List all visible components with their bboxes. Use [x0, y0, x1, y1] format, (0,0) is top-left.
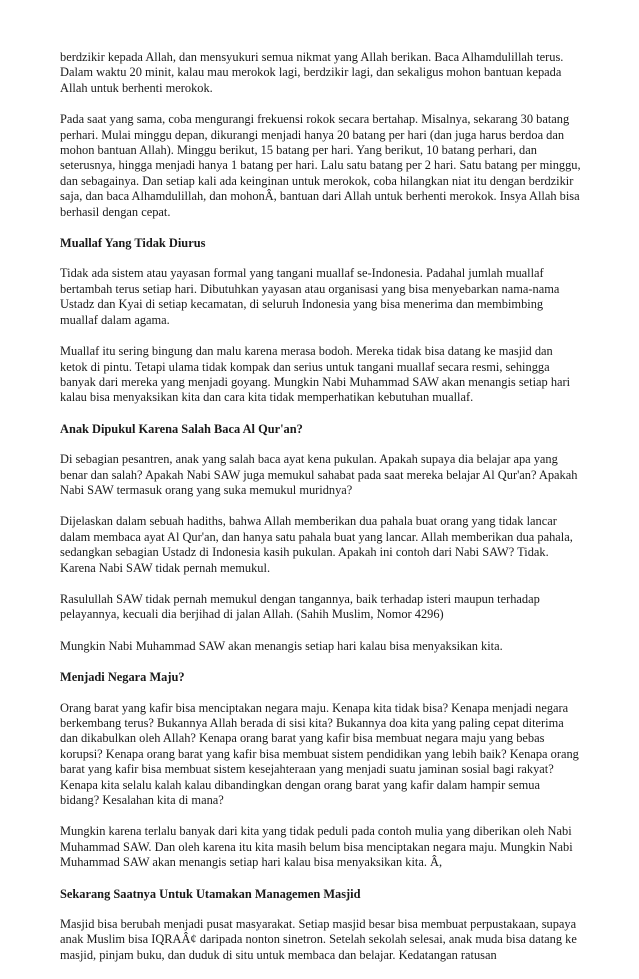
paragraph: Dijelaskan dalam sebuah hadiths, bahwa Allah memberikan dua pahala buat orang yang tidak lancar dalam membaca ayat Al Qur'an, dan hanya satu pahala buat yang lancar. Allah memberikan dua pahala, sedangkan sebagian Ustadz di Indonesia kasih pukulan. Apakah ini contoh dari Nabi SAW? Tidak. Karena Nabi SAW tidak pernah memukul.	[60, 514, 573, 575]
section-heading: Anak Dipukul Karena Salah Baca Al Qur'an?	[60, 421, 303, 436]
section-heading: Sekarang Saatnya Untuk Utamakan Managemen Masjid	[60, 886, 361, 901]
paragraph: Tidak ada sistem atau yayasan formal yang tangani muallaf se-Indonesia. Padahal jumlah muallaf bertambah terus setiap hari. Dibutuhkan yayasan atau organisasi yang bisa menyebarkan nama-nama Ustadz dan Kyai di setiap kecamatan, di seluruh Indonesia yang bisa menerima dan membimbing muallaf dalam agama.	[60, 266, 560, 327]
paragraph: Orang barat yang kafir bisa menciptakan negara maju. Kenapa kita tidak bisa? Kenapa menjadi negara berkembang terus? Bukannya Allah berada di sisi kita? Bukannya doa kita yang paling cepat diterima dan dikabulkan oleh Allah? Kenapa orang barat yang kafir bisa membuat negara maju yang bebas korupsi? Kenapa orang barat yang kafir bisa membuat sistem pendidikan yang lebih baik? Kenapa orang barat yang kafir bisa membuat sistem kesejahteraan yang menjadi suatu jaminan sosial bagi rakyat? Kenapa kita selalu kalah kalau dibandingkan dengan orang barat yang kafir dalam hampir semua bidang? Kesalahan kita di mana?	[60, 700, 579, 808]
section-heading: Menjadi Negara Maju?	[60, 670, 185, 685]
document-page	[60, 50, 582, 979]
section-heading: Muallaf Yang Tidak Diurus	[60, 236, 206, 251]
paragraph: Di sebagian pesantren, anak yang salah baca ayat kena pukulan. Apakah supaya dia belajar apa yang benar dan salah? Apakah Nabi SAW juga memukul sahabat pada saat mereka belajar Al Qur'an? Apakah Nabi SAW termasuk orang yang suka memukul muridnya?	[60, 452, 578, 497]
paragraph: Rasulullah SAW tidak pernah memukul dengan tangannya, baik terhadap isteri maupun terhadap pelayannya, kecuali dia berjihad di jalan Allah. (Sahih Muslim, Nomor 4296)	[60, 591, 540, 622]
paragraph: Mungkin karena terlalu banyak dari kita yang tidak peduli pada contoh mulia yang diberikan oleh Nabi Muhammad SAW. Dan oleh karena itu kita masih belum bisa menciptakan negara maju. Mungkin Nabi Muhammad SAW akan menangis setiap hari kalau bisa menyaksikan kita. Â,	[60, 824, 573, 870]
paragraph: Muallaf itu sering bingung dan malu karena merasa bodoh. Mereka tidak bisa datang ke masjid dan ketok di pintu. Tetapi ulama tidak kompak dan serius untuk tangani muallaf secara resmi, sehingga banyak dari mereka yang menjadi goyang. Mungkin Nabi Muhammad SAW akan menangis setiap hari kalau bisa menyaksikan kita dan cara kita tidak memperhatikan kebutuhan muallaf.	[60, 344, 571, 405]
paragraph: Masjid bisa berubah menjadi pusat masyarakat. Setiap masjid besar bisa membuat perpustakaan, supaya anak Muslim bisa IQRAÂ¢ daripada nonton sinetron. Setelah sekolah selesai, anak muda bisa datang ke masjid, pinjam buku, dan duduk di situ untuk membaca dan belajar. Kedatangan ratusan	[60, 917, 577, 962]
paragraph: Pada saat yang sama, coba mengurangi frekuensi rokok secara bertahap. Misalnya, sekarang 30 batang perhari. Mulai minggu depan, dikurangi menjadi hanya 20 batang per hari (dan juga harus berdoa dan mohon bantuan Allah). Minggu berikut, 15 batang per hari. Yang berikut, 10 batang perhari, dan seterusnya, hingga menjadi hanya 1 batang per hari. Lalu satu batang per 2 hari. Satu batang per minggu, dan sebagainya. Dan setiap kali ada keinginan untuk merokok, coba hilangkan niat itu dengan berdzikir saja, dan baca Alhamdulillah, dan mohonÂ, bantuan dari Allah untuk berhenti merokok. Insya Allah bisa berhasil dengan cepat.	[60, 112, 581, 219]
paragraph: Mungkin Nabi Muhammad SAW akan menangis setiap hari kalau bisa menyaksikan kita.	[60, 638, 503, 653]
paragraph: berdzikir kepada Allah, dan mensyukuri semua nikmat yang Allah berikan. Baca Alhamdulillah terus. Dalam waktu 20 minit, kalau mau merokok lagi, berdzikir lagi, dan sekaligus mohon bantuan kepada Allah untuk berhenti merokok.	[60, 50, 564, 95]
